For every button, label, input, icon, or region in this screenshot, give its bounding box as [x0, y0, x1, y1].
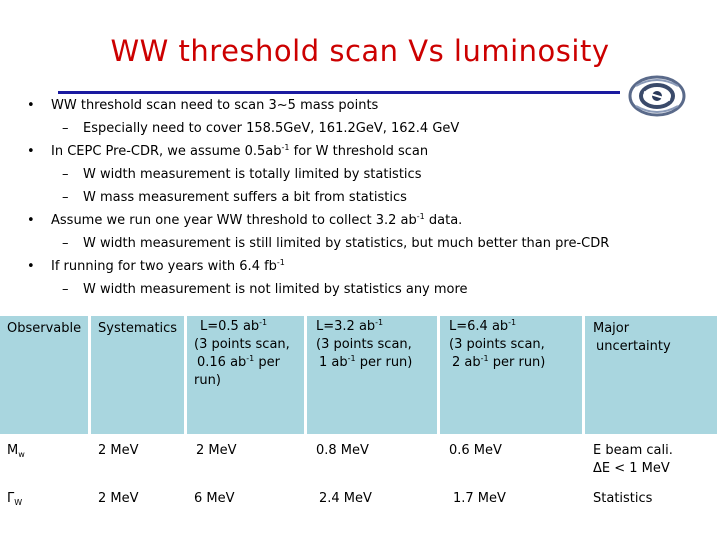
sub-bullet-marker: – — [62, 236, 69, 251]
header-observable: Observable — [7, 321, 82, 336]
header-major-uncertainty: Major uncertainty — [593, 321, 671, 354]
column-divider — [437, 316, 440, 434]
header-lumi-3-2: L=3.2 $ab^{-1}$ (3 points scan, 1 $ab^{-1}$ per run) — [316, 318, 413, 370]
ihep-logo-icon — [626, 72, 688, 120]
column-divider — [582, 316, 585, 434]
title-underline — [58, 91, 620, 94]
bullet-marker: • — [27, 259, 35, 274]
sub-bullet-marker: – — [62, 121, 69, 136]
header-systematics: Systematics — [98, 321, 178, 336]
bullet-item: WW threshold scan need to scan 3~5 mass points — [51, 98, 379, 113]
column-divider — [184, 316, 187, 434]
table-cell: 2 MeV — [98, 443, 139, 458]
luminosity-table — [0, 316, 720, 534]
table-cell: 2 MeV — [98, 491, 139, 506]
column-divider — [304, 316, 307, 434]
sub-bullet-item: W width measurement is not limited by statistics any more — [83, 282, 468, 297]
header-lumi-0-5: L=0.5 $ab^{-1}$ (3 points scan, 0.16 $ab^{-1}$ per run) — [194, 318, 290, 388]
bullet-marker: • — [27, 98, 35, 113]
slide-title: WW threshold scan Vs luminosity — [110, 34, 610, 68]
sub-bullet-marker: – — [62, 190, 69, 205]
observable-gamma-w: $\Gamma_W$ — [7, 491, 23, 507]
column-divider — [88, 316, 91, 434]
bullet-marker: • — [27, 213, 35, 228]
observable-mw: $M_w$ — [7, 443, 25, 459]
table-cell: E beam cali. ΔE < 1 MeV — [593, 443, 673, 476]
sub-bullet-marker: – — [62, 282, 69, 297]
bullet-item: If running for two years with 6.4 $fb^{-1}$ — [51, 258, 285, 274]
table-cell: 1.7 MeV — [453, 491, 506, 506]
sub-bullet-item: W width measurement is still limited by statistics, but much better than pre-CDR — [83, 236, 610, 251]
table-cell: 6 MeV — [194, 491, 235, 506]
sub-bullet-marker: – — [62, 167, 69, 182]
table-cell: 0.8 MeV — [316, 443, 369, 458]
sub-bullet-item: W mass measurement suffers a bit from statistics — [83, 190, 407, 205]
table-cell: 2 MeV — [196, 443, 237, 458]
sub-bullet-item: Especially need to cover 158.5GeV, 161.2GeV, 162.4 GeV — [83, 121, 460, 136]
sub-bullet-item: W width measurement is totally limited by statistics — [83, 167, 422, 182]
table-cell: Statistics — [593, 491, 653, 506]
bullet-item: Assume we run one year WW threshold to collect 3.2 $ab^{-1}$ data. — [51, 212, 463, 228]
bullet-item: In CEPC Pre-CDR, we assume $0.5ab^{-1}$ for W threshold scan — [51, 143, 429, 159]
table-cell: 2.4 MeV — [319, 491, 372, 506]
header-lumi-6-4: L=6.4 $ab^{-1}$ (3 points scan, 2 $ab^{-1}$ per run) — [449, 318, 546, 370]
bullet-marker: • — [27, 144, 35, 159]
table-cell: 0.6 MeV — [449, 443, 502, 458]
